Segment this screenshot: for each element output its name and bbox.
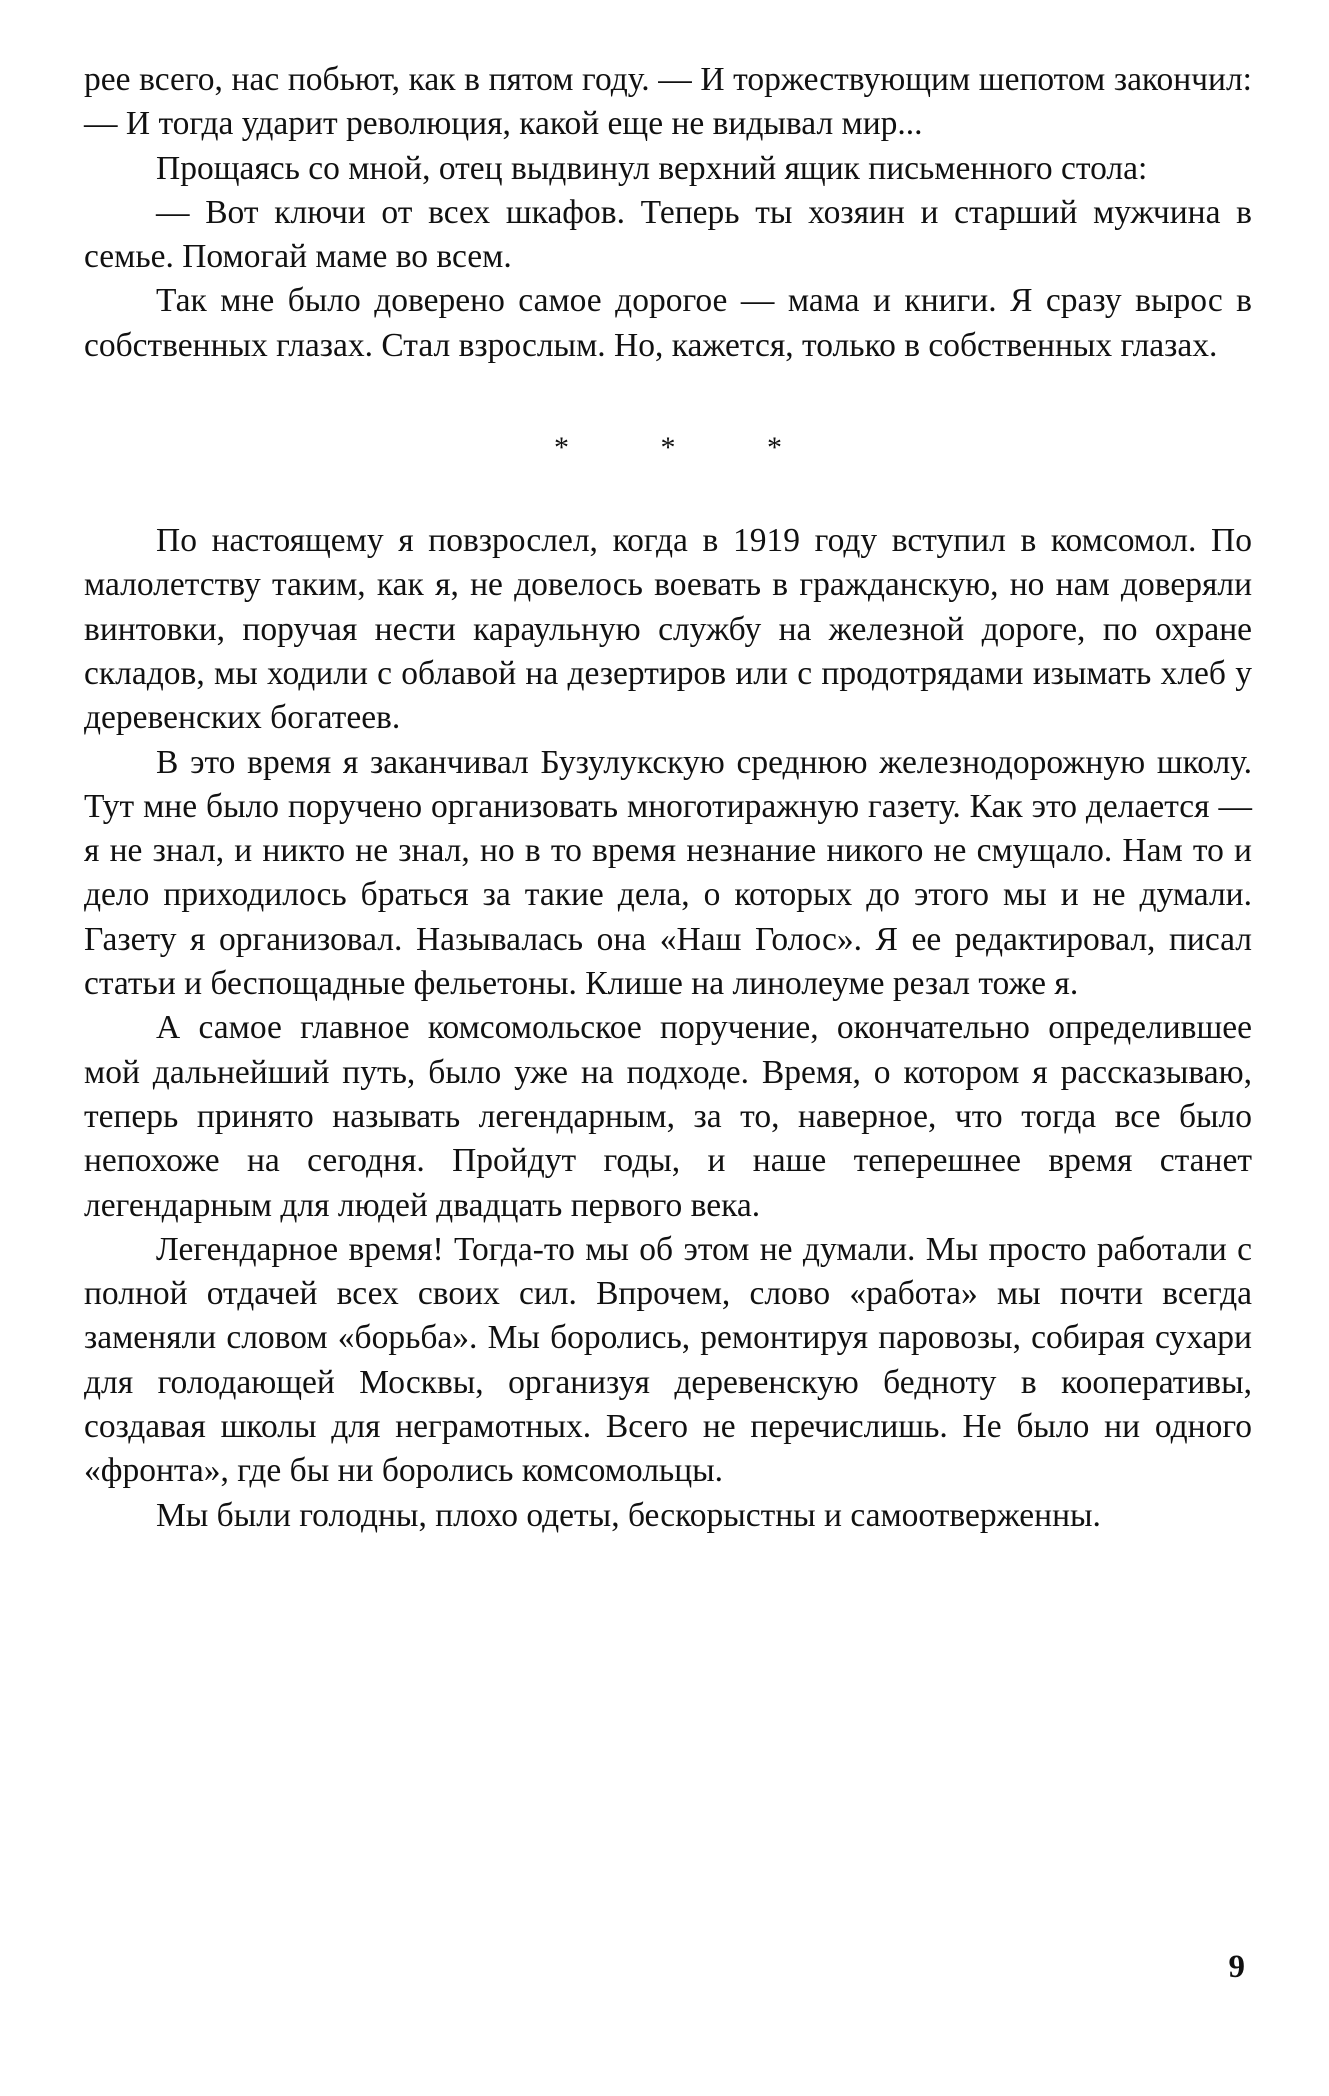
section-break <box>84 368 1252 519</box>
paragraph: Мы были голодны, плохо одеты, бескорыстны и самоотверженны. <box>156 1496 1101 1534</box>
page-number: 9 <box>1228 1949 1245 1985</box>
paragraph: По настоящему я повзрослел, когда в 1919 году вступил в комсомол. По малолетству таким, как я, не довелось воевать в гражданскую, но нам доверяли винтовки, поручая нести караульную службу на железной дороге, по охране складов, мы ходили с облавой на дезертиров или с продотрядами изымать хлеб у деревенских богатеев. <box>84 522 1252 737</box>
paragraph: Прощаясь со мной, отец выдвинул верхний ящик письменного стола: <box>156 149 1148 187</box>
paragraph: Так мне было доверено самое дорогое — мама и книги. Я сразу вырос в собственных глазах. Стал взрослым. Но, кажется, только в собственных глазах. <box>84 282 1252 364</box>
paragraph: В это время я заканчивал Бузулукскую среднюю железнодорожную школу. Тут мне было поручено организовать многотиражную газету. Как это делается — я не знал, и никто не знал, но в то время незнание никого не смущало. Нам то и дело приходилось браться за такие дела, о которых до этого мы и не думали. Газету я организовал. Называлась она «Наш Голос». Я ее редактировал, писал статьи и беспощадные фельетоны. Клише на линолеуме резал тоже я. <box>84 743 1252 1003</box>
paragraph: — Вот ключи от всех шкафов. Теперь ты хозяин и старший мужчина в семье. Помогай маме во всем. <box>84 193 1252 276</box>
section-break-asterisks: * * * <box>554 430 824 464</box>
paragraph: Легендарное время! Тогда-то мы об этом не думали. Мы просто работали с полной отдачей всех своих сил. Впрочем, слово «работа» мы почти всегда заменяли словом «борьба». Мы боролись, ремонтируя паровозы, собирая сухари для голодающей Москвы, организуя деревенскую бедноту в кооперативы, создавая школы для неграмотных. Всего не перечислишь. Не было ни одного «фронта», где бы ни боролись комсомольцы. <box>84 1230 1252 1490</box>
paragraph: А самое главное комсомольское поручение, окончательно определившее мой дальнейший путь, было уже на подходе. Время, о котором я рассказываю, теперь принято называть легендарным, за то, наверное, что тогда все было непохоже на сегодня. Пройдут годы, и наше теперешнее время станет легендарным для людей двадцать первого века. <box>84 1009 1252 1224</box>
page-body <box>84 58 1252 1538</box>
paragraph-continued: рее всего, нас побьют, как в пятом году. — И торжествующим шепотом закончил: — И тогда ударит революция, какой еще не видывал мир... <box>84 61 1252 143</box>
